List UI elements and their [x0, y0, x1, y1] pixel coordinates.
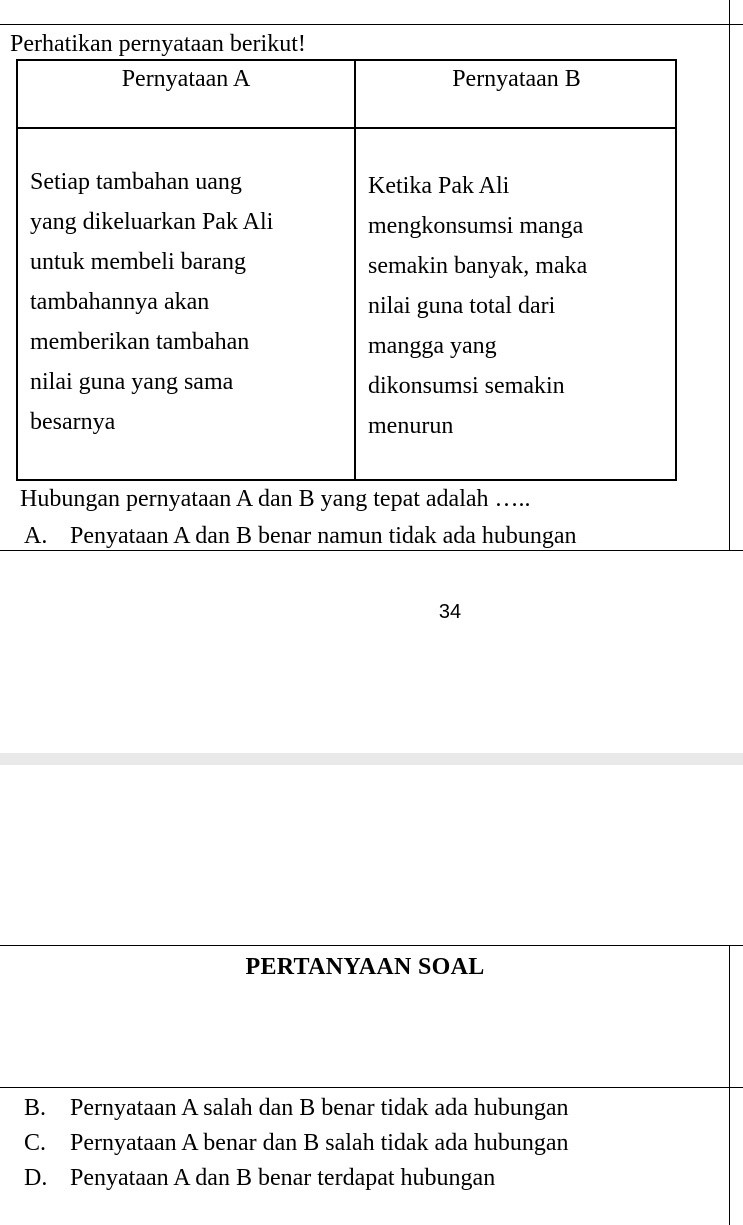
- option-letter: D.: [24, 1165, 48, 1191]
- statement-a-line: Setiap tambahan uang: [30, 169, 242, 195]
- statement-b-line: dikonsumsi semakin: [368, 373, 565, 399]
- statement-a-line: nilai guna yang sama: [30, 369, 234, 395]
- statement-b-line: semakin banyak, maka: [368, 253, 588, 279]
- statement-a-line: yang dikeluarkan Pak Ali: [30, 209, 274, 235]
- table-column-divider: [354, 61, 356, 479]
- page2-top-border: [0, 945, 743, 946]
- option-d: [24, 1162, 495, 1194]
- statement-b-line: menurun: [368, 413, 454, 439]
- statement-b-line: mangga yang: [368, 333, 497, 359]
- section-title: PERTANYAAN SOAL: [245, 954, 485, 980]
- option-text: Pernyataan A benar dan B salah tidak ada hubungan: [70, 1130, 569, 1156]
- table-header-a: Pernyataan A: [121, 66, 251, 92]
- option-letter: C.: [24, 1130, 47, 1156]
- option-c: [24, 1127, 569, 1159]
- option-b: [24, 1092, 569, 1124]
- page-number: 34: [438, 601, 462, 623]
- question-text: Hubungan pernyataan A dan B yang tepat adalah …..: [20, 486, 531, 512]
- page1-right-border: [729, 0, 730, 550]
- statement-a-line: untuk membeli barang: [30, 249, 246, 275]
- statement-b-line: Ketika Pak Ali: [368, 173, 510, 199]
- option-text: Penyataan A dan B benar terdapat hubungan: [70, 1165, 496, 1191]
- page1-top-border: [0, 24, 743, 25]
- table-header-b: Pernyataan B: [452, 66, 581, 92]
- page2-right-border: [729, 945, 730, 1225]
- table-header-divider: [18, 127, 675, 129]
- statement-b-line: mengkonsumsi manga: [368, 213, 584, 239]
- statement-b-cell: [368, 166, 668, 446]
- option-letter: B.: [24, 1095, 47, 1121]
- option-text: Penyataan A dan B benar namun tidak ada hubungan: [70, 523, 577, 549]
- option-a: [24, 520, 577, 552]
- option-letter: A.: [24, 523, 48, 549]
- statement-b-line: nilai guna total dari: [368, 293, 556, 319]
- page-separator: [0, 753, 743, 765]
- intro-text: Perhatikan pernyataan berikut!: [10, 31, 306, 57]
- statement-a-line: memberikan tambahan: [30, 329, 250, 355]
- statement-a-line: tambahannya akan: [30, 289, 210, 315]
- section-title-divider: [0, 1087, 743, 1088]
- statement-a-cell: [30, 162, 350, 442]
- option-text: Pernyataan A salah dan B benar tidak ada hubungan: [70, 1095, 569, 1121]
- statement-a-line: besarnya: [30, 409, 116, 435]
